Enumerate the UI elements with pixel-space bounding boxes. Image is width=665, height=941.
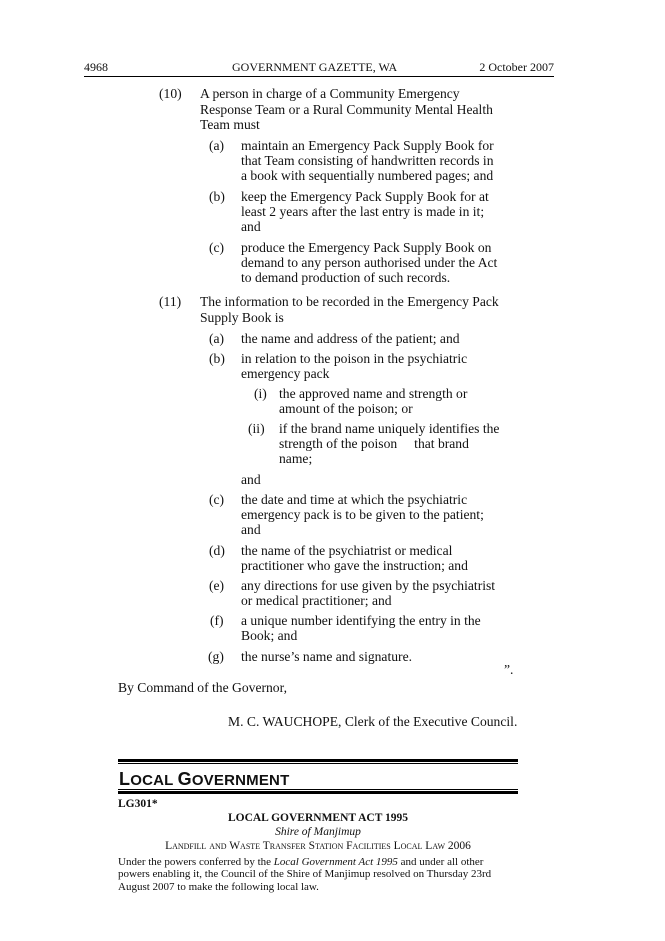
clause-line: The information to be recorded in the Emergency Pack [200, 294, 499, 309]
subitem-label: (i) [254, 386, 267, 401]
clause-line: Team must [200, 117, 260, 132]
item-label: (f) [210, 613, 224, 628]
item-label: (c) [209, 240, 225, 255]
body-line: Under the powers conferred by the Local Government Act 1995 and under all other [118, 856, 484, 868]
clause-number: (11) [159, 294, 182, 309]
section-rule-top [118, 759, 518, 762]
item-line: or medical practitioner; and [241, 593, 392, 608]
section-title: LOCAL GOVERNMENT [119, 769, 290, 789]
item-line: the name of the psychiatrist or medical [241, 543, 453, 558]
act-title: LOCAL GOVERNMENT ACT 1995 [227, 812, 409, 824]
item-line: keep the Emergency Pack Supply Book for at [241, 189, 489, 204]
notice-body [118, 856, 518, 893]
subitem-line: amount of the poison; or [279, 401, 413, 416]
item-line: demand to any person authorised under the Act [241, 255, 498, 270]
section-rule-bottom-thin [118, 789, 518, 790]
page-header [84, 60, 554, 77]
body-line: powers enabling it, the Council of the Shire of Manjimup resolved on Thursday 23rd [118, 868, 492, 881]
item-label: (a) [209, 138, 225, 153]
item-line: emergency pack [241, 366, 330, 381]
clause-line: A person in charge of a Community Emergency [200, 86, 460, 101]
item-line: least 2 years after the last entry is made in it; [241, 204, 485, 219]
signature-line: M. C. WAUCHOPE, Clerk of the Executive Council. [228, 714, 518, 729]
subitem-line: strength of the poison that brand [279, 436, 469, 451]
item-line: the name and address of the patient; and [241, 331, 460, 346]
clause-number: (10) [159, 86, 182, 101]
item-line: a book with sequentially numbered pages; and [241, 168, 494, 183]
subitem-line: the approved name and strength or [279, 386, 468, 401]
item-line: emergency pack is to be given to the patient; [241, 507, 484, 522]
command-line: By Command of the Governor, [118, 680, 287, 695]
section-rule-bottom [118, 791, 518, 794]
item-line: a unique number identifying the entry in the [241, 613, 481, 628]
subitem-label: (ii) [248, 421, 265, 436]
gazette-date: 2 October 2007 [479, 60, 554, 74]
item-label: (g) [208, 649, 224, 664]
clause-line: Response Team or a Rural Community Mental Health [200, 102, 493, 117]
closing-quote: ”. [504, 662, 514, 677]
section-rule-top-thin [118, 763, 518, 764]
item-line: and [241, 219, 261, 234]
local-law-title: Landfill and Waste Transfer Station Facilities Local Law 2006 [165, 840, 471, 852]
item-line: the nurse’s name and signature. [241, 649, 413, 664]
clause-line: Supply Book is [200, 310, 284, 325]
subitem-line: if the brand name uniquely identifies the [279, 421, 500, 436]
item-line: any directions for use given by the psychiatrist [241, 578, 496, 593]
subitem-line: name; [279, 451, 313, 466]
item-line: the date and time at which the psychiatric [241, 492, 468, 507]
item-label: (c) [209, 492, 225, 507]
item-line: in relation to the poison in the psychiatric [241, 351, 468, 366]
item-line: that Team consisting of handwritten records in [241, 153, 494, 168]
body-line: August 2007 to make the following local law. [118, 880, 319, 893]
item-line: maintain an Emergency Pack Supply Book for [241, 138, 494, 153]
notice-code: LG301* [118, 798, 158, 810]
gazette-title: GOVERNMENT GAZETTE, WA [232, 60, 398, 74]
item-label: (e) [209, 578, 225, 593]
item-label: (a) [209, 331, 225, 346]
item-line: Book; and [241, 628, 298, 643]
and-text: and [241, 472, 261, 487]
page-number: 4968 [84, 60, 108, 74]
item-label: (b) [209, 351, 225, 366]
item-line: and [241, 522, 261, 537]
item-line: practitioner who gave the instruction; and [241, 558, 468, 573]
item-label: (b) [209, 189, 225, 204]
item-line: to demand production of such records. [241, 270, 451, 285]
shire-name: Shire of Manjimup [275, 826, 361, 838]
item-label: (d) [209, 543, 225, 558]
item-line: produce the Emergency Pack Supply Book on [241, 240, 492, 255]
